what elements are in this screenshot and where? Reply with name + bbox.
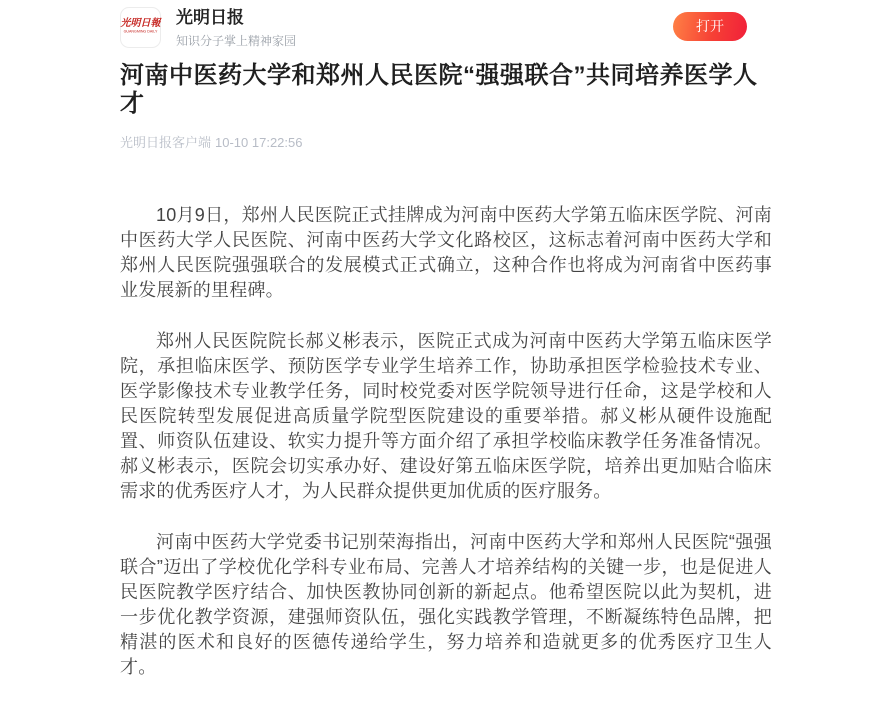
guangming-daily-logo[interactable] xyxy=(120,7,161,48)
logo-english-text: GUANGMING DAILY xyxy=(123,29,158,34)
logo-calligraphy-text: 光明日報 xyxy=(120,17,161,29)
app-name: 光明日报 xyxy=(176,8,244,27)
open-app-button[interactable]: 打开 xyxy=(673,12,747,41)
article-paragraph: 郑州人民医院院长郝义彬表示，医院正式成为河南中医药大学第五临床医学院，承担临床医学、预防医学专业学生培养工作，协助承担医学检验技术专业、医学影像技术专业教学任务，同时校党委对医学院领导进行任命，这是学校和人民医院转型发展促进高质量学院型医院建设的重要举措。郝义彬从硬件设施配置、师资队伍建设、软实力提升等方面介绍了承担学校临床教学任务准备情况。郝义彬表示，医院会切实承办好、建设好第五临床医学院，培养出更加贴合临床需求的优秀医疗人才，为人民群众提供更加优质的医疗服务。 xyxy=(120,331,772,501)
article-body xyxy=(120,203,772,680)
content-column xyxy=(120,0,772,680)
article-source: 光明日报客户端 xyxy=(120,135,212,150)
article-meta xyxy=(120,135,772,151)
article-paragraph: 河南中医药大学党委书记别荣海指出，河南中医药大学和郑州人民医院“强强联合”迈出了学校优化学科专业布局、完善人才培养结构的关键一步，也是促进人民医院教学医疗结合、加快医教协同创新的新起点。他希望医院以此为契机，进一步优化教学资源，建强师资队伍，强化实践教学管理，不断凝练特色品牌，把精湛的医术和良好的医德传递给学生，努力培养和造就更多的优秀医疗卫生人才。 xyxy=(120,532,772,677)
app-tagline: 知识分子掌上精神家园 xyxy=(176,34,297,48)
app-header xyxy=(120,0,772,55)
brand-text xyxy=(176,8,296,48)
article-timestamp: 10-10 17:22:56 xyxy=(215,135,303,150)
article-title: 河南中医药大学和郑州人民医院“强强联合”共同培养医学人才 xyxy=(120,62,758,117)
article-paragraph: 10月9日，郑州人民医院正式挂牌成为河南中医药大学第五临床医学院、河南中医药大学人民医院、河南中医药大学文化路校区，这标志着河南中医药大学和郑州人民医院强强联合的发展模式正式确立，这种合作也将成为河南省中医药事业发展新的里程碑。 xyxy=(120,205,772,300)
